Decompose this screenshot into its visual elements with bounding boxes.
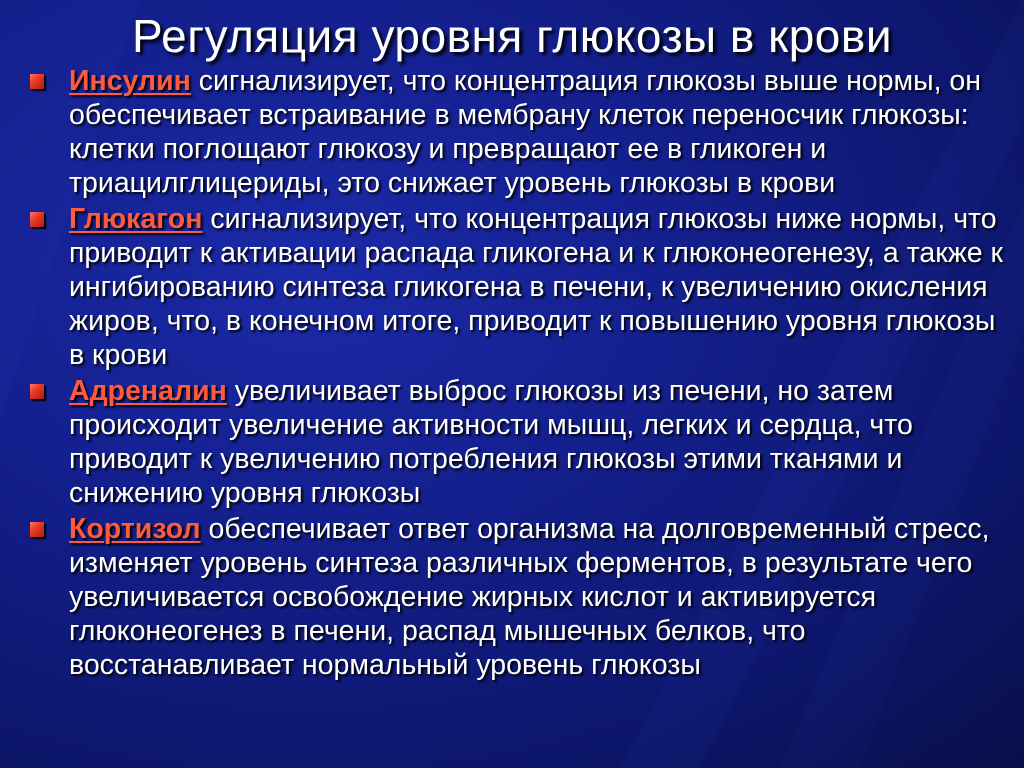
square-bullet-icon xyxy=(30,384,44,399)
bullet-list xyxy=(30,64,1010,684)
term-insulin: Инсулин xyxy=(69,65,191,97)
list-item-adrenaline xyxy=(30,374,1010,510)
list-item-cortisol xyxy=(30,512,1010,682)
item-text: сигнализирует, что концентрация глюкозы ниже нормы, что приводит к активации распада гликогена и к глюконеогенезу, а также к ингибированию синтеза гликогена в печени, к увеличению окисления жиров, что, в конечном итоге, приводит к повышению уровня глюкозы в крови xyxy=(69,203,1004,371)
item-text: сигнализирует, что концентрация глюкозы выше нормы, он обеспечивает встраивание в мембрану клеток переносчик глюкозы: клетки поглощают глюкозу и превращают ее в гликоген и триацилглицериды, это снижает уровень глюкозы в крови xyxy=(69,65,982,199)
square-bullet-icon xyxy=(30,522,44,537)
slide-title: Регуляция уровня глюкозы в крови xyxy=(131,10,893,62)
item-text: увеличивает выброс глюкозы из печени, но затем происходит увеличение активности мышц, легких и сердца, что приводит к увеличению потребления глюкозы этими тканями и снижению уровня глюкозы xyxy=(69,375,913,509)
square-bullet-icon xyxy=(30,74,44,89)
list-item-insulin xyxy=(30,64,1010,200)
term-glucagon: Глюкагон xyxy=(69,203,203,235)
item-text: обеспечивает ответ организма на долговременный стресс, изменяет уровень синтеза различных ферментов, в результате чего увеличивается освобождение жирных кислот и активируется глюконеогенез в печени, распад мышечных белков, что восстанавливает нормальный уровень глюкозы xyxy=(69,513,990,681)
list-item-glucagon xyxy=(30,202,1010,372)
square-bullet-icon xyxy=(30,212,44,227)
term-adrenaline: Адреналин xyxy=(69,375,227,407)
term-cortisol: Кортизол xyxy=(69,513,201,545)
